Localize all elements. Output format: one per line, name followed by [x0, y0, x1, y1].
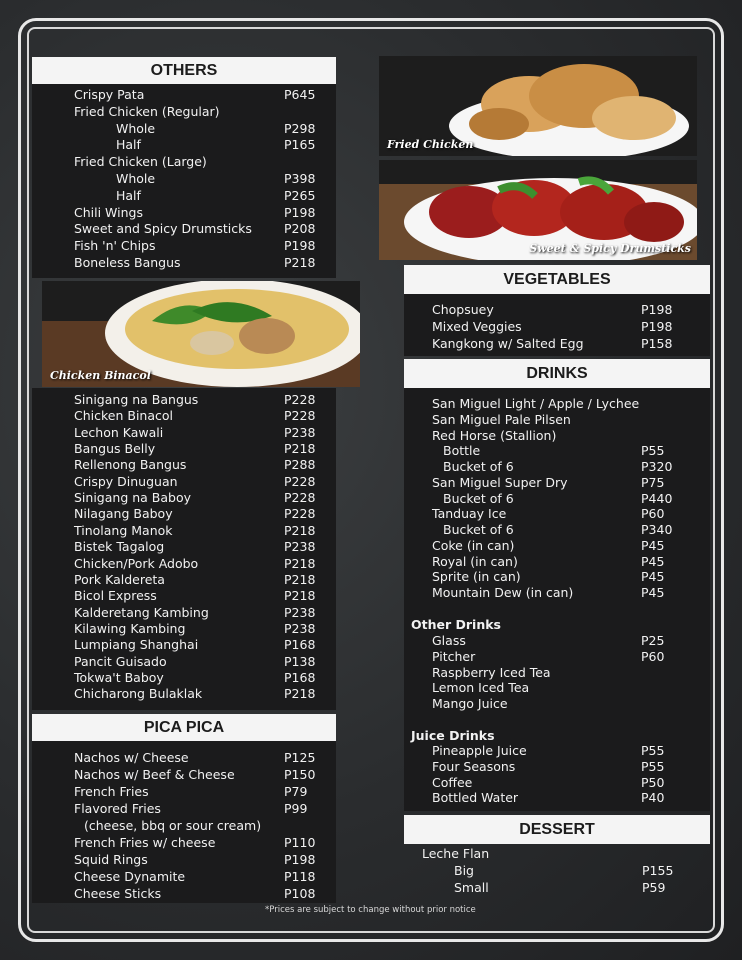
- drink-subsection-title: Juice Drinks: [411, 728, 495, 743]
- menu-item-name: French Fries w/ cheese: [74, 835, 216, 850]
- menu-item-price: P238: [284, 425, 316, 440]
- menu-item-name: Mango Juice: [432, 696, 508, 711]
- menu-item-price: P75: [641, 475, 665, 490]
- menu-item-price: P138: [284, 654, 316, 669]
- menu-item-name: Bistek Tagalog: [74, 539, 165, 554]
- menu-item-name: Fried Chicken (Large): [74, 154, 207, 169]
- menu-item-name: Fried Chicken (Regular): [74, 104, 220, 119]
- menu-item-name: Bucket of 6: [443, 491, 514, 506]
- menu-item-price: P40: [641, 790, 665, 805]
- menu-item-price: P320: [641, 459, 673, 474]
- drumsticks-caption: Sweet & Spicy Drumsticks: [529, 242, 691, 255]
- menu-item-name: Crispy Pata: [74, 87, 145, 102]
- menu-item-name: Bangus Belly: [74, 441, 156, 456]
- menu-item-price: P59: [642, 880, 666, 895]
- menu-item-name: Chicken/Pork Adobo: [74, 556, 199, 571]
- menu-item-name: Tinolang Manok: [74, 523, 173, 538]
- menu-item-name: Pork Kaldereta: [74, 572, 165, 587]
- menu-item-price: P218: [284, 441, 316, 456]
- menu-item-name: Cheese Sticks: [74, 886, 162, 901]
- dessert-header: DESSERT: [404, 815, 710, 844]
- menu-item-name: Chopsuey: [432, 302, 494, 317]
- menu-item-price: P125: [284, 750, 316, 765]
- menu-item-price: P228: [284, 408, 316, 423]
- menu-item-price: P208: [284, 221, 316, 236]
- menu-item-name: Leche Flan: [422, 846, 490, 861]
- menu-item-name: Small: [454, 880, 489, 895]
- menu-item-name: Glass: [432, 633, 466, 648]
- menu-item-price: P218: [284, 523, 316, 538]
- menu-item-name: Coffee: [432, 775, 473, 790]
- menu-item-name: French Fries: [74, 784, 149, 799]
- menu-item-name: Whole: [116, 121, 156, 136]
- menu-item-name: Bucket of 6: [443, 522, 514, 537]
- menu-item-price: P55: [641, 743, 665, 758]
- menu-item-price: P165: [284, 137, 316, 152]
- menu-item-price: P398: [284, 171, 316, 186]
- menu-item-name: Boneless Bangus: [74, 255, 181, 270]
- menu-item-name: Fish 'n' Chips: [74, 238, 156, 253]
- menu-item-name: Squid Rings: [74, 852, 148, 867]
- menu-item-name: Red Horse (Stallion): [432, 428, 557, 443]
- menu-item-price: P55: [641, 759, 665, 774]
- menu-item-name: Cheese Dynamite: [74, 869, 186, 884]
- menu-item-name: Tanduay Ice: [432, 506, 507, 521]
- binacol-caption: Chicken Binacol: [50, 369, 151, 382]
- menu-item-name: San Miguel Pale Pilsen: [432, 412, 571, 427]
- menu-item-price: P79: [284, 784, 308, 799]
- menu-item-name: Pineapple Juice: [432, 743, 527, 758]
- menu-item-price: P340: [641, 522, 673, 537]
- menu-item-name: Chicharong Bulaklak: [74, 686, 203, 701]
- menu-item-price: P265: [284, 188, 316, 203]
- menu-item-price: P45: [641, 569, 665, 584]
- menu-item-name: Coke (in can): [432, 538, 515, 553]
- menu-item-price: P168: [284, 637, 316, 652]
- menu-item-name: Nachos w/ Beef & Cheese: [74, 767, 235, 782]
- menu-item-name: Chicken Binacol: [74, 408, 173, 423]
- menu-item-name: Raspberry Iced Tea: [432, 665, 551, 680]
- menu-item-price: P110: [284, 835, 316, 850]
- menu-item-name: Lumpiang Shanghai: [74, 637, 199, 652]
- menu-item-name: Kangkong w/ Salted Egg: [432, 336, 584, 351]
- chicken-binacol-photo: [42, 281, 360, 387]
- menu-item-name: Pitcher: [432, 649, 476, 664]
- menu-item-price: P118: [284, 869, 316, 884]
- menu-item-name: Flavored Fries: [74, 801, 161, 816]
- menu-item-price: P218: [284, 686, 316, 701]
- menu-item-name: Sinigang na Baboy: [74, 490, 191, 505]
- menu-item-price: P60: [641, 506, 665, 521]
- menu-item-price: P155: [642, 863, 674, 878]
- menu-item-price: P198: [284, 238, 316, 253]
- menu-item-name: Mixed Veggies: [432, 319, 522, 334]
- menu-item-price: P238: [284, 539, 316, 554]
- menu-item-name: Bottle: [443, 443, 481, 458]
- menu-item-name: Sweet and Spicy Drumsticks: [74, 221, 252, 236]
- menu-item-price: P440: [641, 491, 673, 506]
- menu-item-price: P25: [641, 633, 665, 648]
- menu-item-name: Mountain Dew (in can): [432, 585, 574, 600]
- menu-item-price: P60: [641, 649, 665, 664]
- menu-item-price: P150: [284, 767, 316, 782]
- menu-item-price: P218: [284, 255, 316, 270]
- price-disclaimer: *Prices are subject to change without prior notice: [265, 905, 476, 915]
- menu-item-name: Pancit Guisado: [74, 654, 167, 669]
- menu-item-name: Half: [116, 137, 141, 152]
- menu-item-price: P645: [284, 87, 316, 102]
- menu-item-name: Whole: [116, 171, 156, 186]
- drink-subsection-title: Other Drinks: [411, 617, 501, 632]
- menu-item-price: P218: [284, 556, 316, 571]
- menu-item-name: Lechon Kawali: [74, 425, 164, 440]
- menu-item-name: Crispy Dinuguan: [74, 474, 178, 489]
- menu-item-name: Bottled Water: [432, 790, 519, 805]
- menu-item-price: P228: [284, 506, 316, 521]
- menu-item-price: P45: [641, 538, 665, 553]
- menu-item-price: P228: [284, 490, 316, 505]
- others-header: OTHERS: [32, 57, 336, 84]
- menu-item-price: P218: [284, 588, 316, 603]
- menu-item-price: P198: [641, 302, 673, 317]
- menu-item-price: P228: [284, 474, 316, 489]
- menu-item-name: Kalderetang Kambing: [74, 605, 209, 620]
- menu-item-price: P50: [641, 775, 665, 790]
- menu-item-name: Rellenong Bangus: [74, 457, 187, 472]
- menu-item-name: Lemon Iced Tea: [432, 680, 530, 695]
- menu-item-name: Tokwa't Baboy: [74, 670, 164, 685]
- menu-item-name: Bucket of 6: [443, 459, 514, 474]
- menu-item-name: Sprite (in can): [432, 569, 521, 584]
- menu-item-name: San Miguel Super Dry: [432, 475, 568, 490]
- menu-item-price: P45: [641, 585, 665, 600]
- menu-item-name: Four Seasons: [432, 759, 516, 774]
- menu-item-name: Nilagang Baboy: [74, 506, 173, 521]
- menu-item-price: P108: [284, 886, 316, 901]
- menu-item-price: P218: [284, 572, 316, 587]
- menu-item-name: Royal (in can): [432, 554, 518, 569]
- menu-item-price: P198: [284, 852, 316, 867]
- menu-item-name: Sinigang na Bangus: [74, 392, 199, 407]
- vegetables-header: VEGETABLES: [404, 265, 710, 294]
- menu-item-price: P238: [284, 621, 316, 636]
- menu-item-price: P99: [284, 801, 308, 816]
- menu-item-price: P198: [284, 205, 316, 220]
- pica-pica-header: PICA PICA: [32, 714, 336, 741]
- menu-item-name: Bicol Express: [74, 588, 157, 603]
- menu-item-price: P288: [284, 457, 316, 472]
- menu-item-name: Kilawing Kambing: [74, 621, 186, 636]
- fried-chicken-caption: Fried Chicken: [387, 138, 474, 151]
- menu-item-price: P198: [641, 319, 673, 334]
- menu-item-price: P45: [641, 554, 665, 569]
- menu-item-price: P298: [284, 121, 316, 136]
- menu-item-name: Half: [116, 188, 141, 203]
- menu-item-price: P168: [284, 670, 316, 685]
- drinks-header: DRINKS: [404, 359, 710, 388]
- menu-item-name: (cheese, bbq or sour cream): [84, 818, 262, 833]
- menu-item-price: P55: [641, 443, 665, 458]
- menu-item-name: San Miguel Light / Apple / Lychee: [432, 396, 640, 411]
- menu-item-price: P228: [284, 392, 316, 407]
- drumsticks-photo: [379, 160, 697, 260]
- menu-item-name: Nachos w/ Cheese: [74, 750, 189, 765]
- menu-item-price: P158: [641, 336, 673, 351]
- menu-item-price: P238: [284, 605, 316, 620]
- menu-item-name: Big: [454, 863, 474, 878]
- menu-item-name: Chili Wings: [74, 205, 143, 220]
- fried-chicken-photo: [379, 56, 697, 156]
